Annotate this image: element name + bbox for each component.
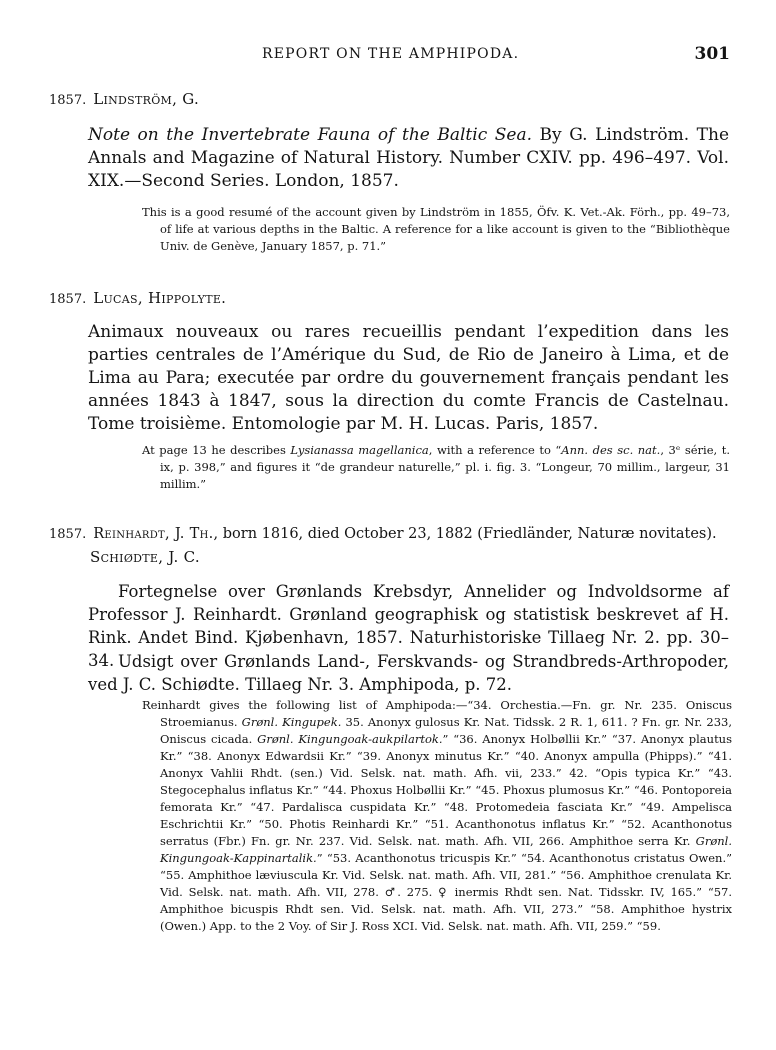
note-part: ” “36. Anonyx Holbøllii Kr.” “37. Anonyx plautus Kr.” “38. Anonyx Edwardsii Kr.” “39. Anonyx minutus Kr.” “40. Anonyx ampulla (Phipps).” “41. Anonyx Vahlii Rhdt. (sen.) Vid. Selsk. nat. math. Afh. vii, 233.” 42. “Opis typica Kr.” “43. Stegocephalus inflatus Kr.” “44. Phoxus Holbøllii Kr.” “45. Phoxus plumosus Kr.” “46. Pontoporeia femorata Kr.” “47. Pardalisca cuspidata Kr.” “48. Protomedeia fasciata Kr.” “49. Ampelisca Eschrichtii Kr.” “50. Photis Reinhardi Kr.” “51. Acanthonotus inflatus Kr.” “52. Acanthonotus serratus (Fbr.) Fn. gr. Nr. 237. Vid. Selsk. nat. math. Afh. VII, 266. Amphithoe serra Kr.: [160, 732, 732, 848]
entry-note-reinhardt: [142, 697, 732, 935]
entry-note-lindstrom: [142, 204, 730, 255]
entry-year: 1857.: [49, 93, 87, 108]
page-header: [0, 44, 776, 70]
entry-title: Animaux nouveaux ou rares recueillis pendant l’expedition dans les parties centrales de l’Amérique du Sud, de Rio de Janeiro à Lima, et de Lima au Para; executée par ordre du gouvernement français pendant les années 1843 à 1847, sous la direction du comte Francis de Castelnau. Tome troisième. Entomologie par M. H. Lucas. Paris, 1857.: [88, 322, 729, 434]
note-text: [142, 442, 730, 493]
entry-author-rest: , born 1816, died October 23, 1882 (Friedländer, Naturæ novitates).: [213, 526, 717, 542]
entry-year: 1857.: [49, 527, 87, 542]
entry-title-italic: Note on the Invertebrate Fauna of the Baltic Sea.: [88, 125, 533, 145]
entry-author: Reinhardt, J. Th.: [93, 526, 214, 542]
entry-author: Lucas, Hippolyte.: [93, 289, 227, 307]
entry-note-lucas: [142, 442, 730, 493]
note-part: At page 13 he describes: [142, 443, 291, 457]
note-species: Lysianassa magellanica: [290, 443, 429, 457]
note-part: , with a reference to “: [428, 443, 562, 457]
note-part: 35. Anonyx gulosus Kr. Nat. Tidssk. 2 R. 1, 611. ? Fn. gr. Nr. 233, Oniscus cicada.: [160, 715, 732, 746]
running-title: REPORT ON THE AMPHIPODA.: [262, 46, 520, 62]
note-part: Reinhardt gives the following list of Amphipoda:—“34. Orchestia.—Fn. gr. Nr. 235. Oniscus Stroemianus.: [142, 698, 732, 729]
note-greenlandic-name: Grønl. Kingupek.: [241, 715, 342, 729]
entry-author: Lindström, G.: [93, 90, 200, 108]
entry-title-lindstrom: [88, 124, 729, 193]
note-greenlandic-name: Grønl. Kingungoak-Kappinartalik.: [160, 834, 732, 865]
entry-title-lucas: [88, 321, 729, 436]
entry-heading-lindstrom: [49, 90, 199, 108]
entry-title-2: Udsigt over Grønlands Land-, Ferskvands- og Strandbreds-Arthropoder, ved J. C. Schiødte. Tillaeg Nr. 3. Amphipoda, p. 72.: [88, 652, 729, 694]
entry-heading-reinhardt: [49, 526, 717, 542]
entry-title-rest: By G. Lindström. The Annals and Magazine of Natural History. Number CXIV. pp. 496–497. Vol. XIX.—Second Series. London, 1857.: [88, 125, 729, 191]
note-text: This is a good resumé of the account given by Lindström in 1855, Öfv. K. Vet.-Ak. Förh., pp. 49–73, of life at various depths in the Baltic. A reference for a like account is given to the “Bibliothèque Univ. de Genève, January 1857, p. 71.”: [142, 205, 730, 253]
entry-title-1: Fortegnelse over Grønlands Krebsdyr, Annelider og Indvoldsorme af Professor J. Reinhardt. Grønland geographisk og statistisk beskrevet af H. Rink. Andet Bind. Kjøbenhavn, 1857. Naturhistoriske Tillaeg Nr. 2. pp. 30–34.: [88, 582, 729, 670]
entry-coauthor-name: Schiødte, J. C.: [90, 548, 200, 566]
entry-title-reinhardt-2: [88, 650, 729, 696]
entry-coauthor: [90, 548, 200, 566]
note-text: [142, 697, 732, 935]
note-greenlandic-name: Grønl. Kingungoak-aukpilartok.: [257, 732, 443, 746]
note-part: ” “53. Acanthonotus tricuspis Kr.” “54. Acanthonotus cristatus Owen.” “55. Amphithoe læviuscula Kr. Vid. Selsk. nat. math. Afh. VII, 281.” “56. Amphithoe crenulata Kr. Vid. Selsk. nat. math. Afh. VII, 278. ♂. 275. ♀ inermis Rhdt sen. Nat. Tidsskr. IV, 165.” “57. Amphithoe bicuspis Rhdt sen. Vid. Selsk. nat. math. Afh. VII, 273.” “58. Amphithoe hystrix (Owen.) App. to the 2 Voy. of Sir J. Ross XCI. Vid. Selsk. nat. math. Afh. VII, 259.” “59.: [160, 851, 732, 933]
note-journal: Ann. des sc. nat.: [561, 443, 661, 457]
page-number: 301: [694, 44, 730, 64]
note-part: , 3ᵉ série, t. ix, p. 398,” and figures it “de grandeur naturelle,” pl. i. fig. 3. “Longeur, 70 millim., largeur, 31 millim.”: [160, 443, 730, 491]
entry-year: 1857.: [49, 292, 87, 307]
entry-heading-lucas: [49, 289, 226, 307]
